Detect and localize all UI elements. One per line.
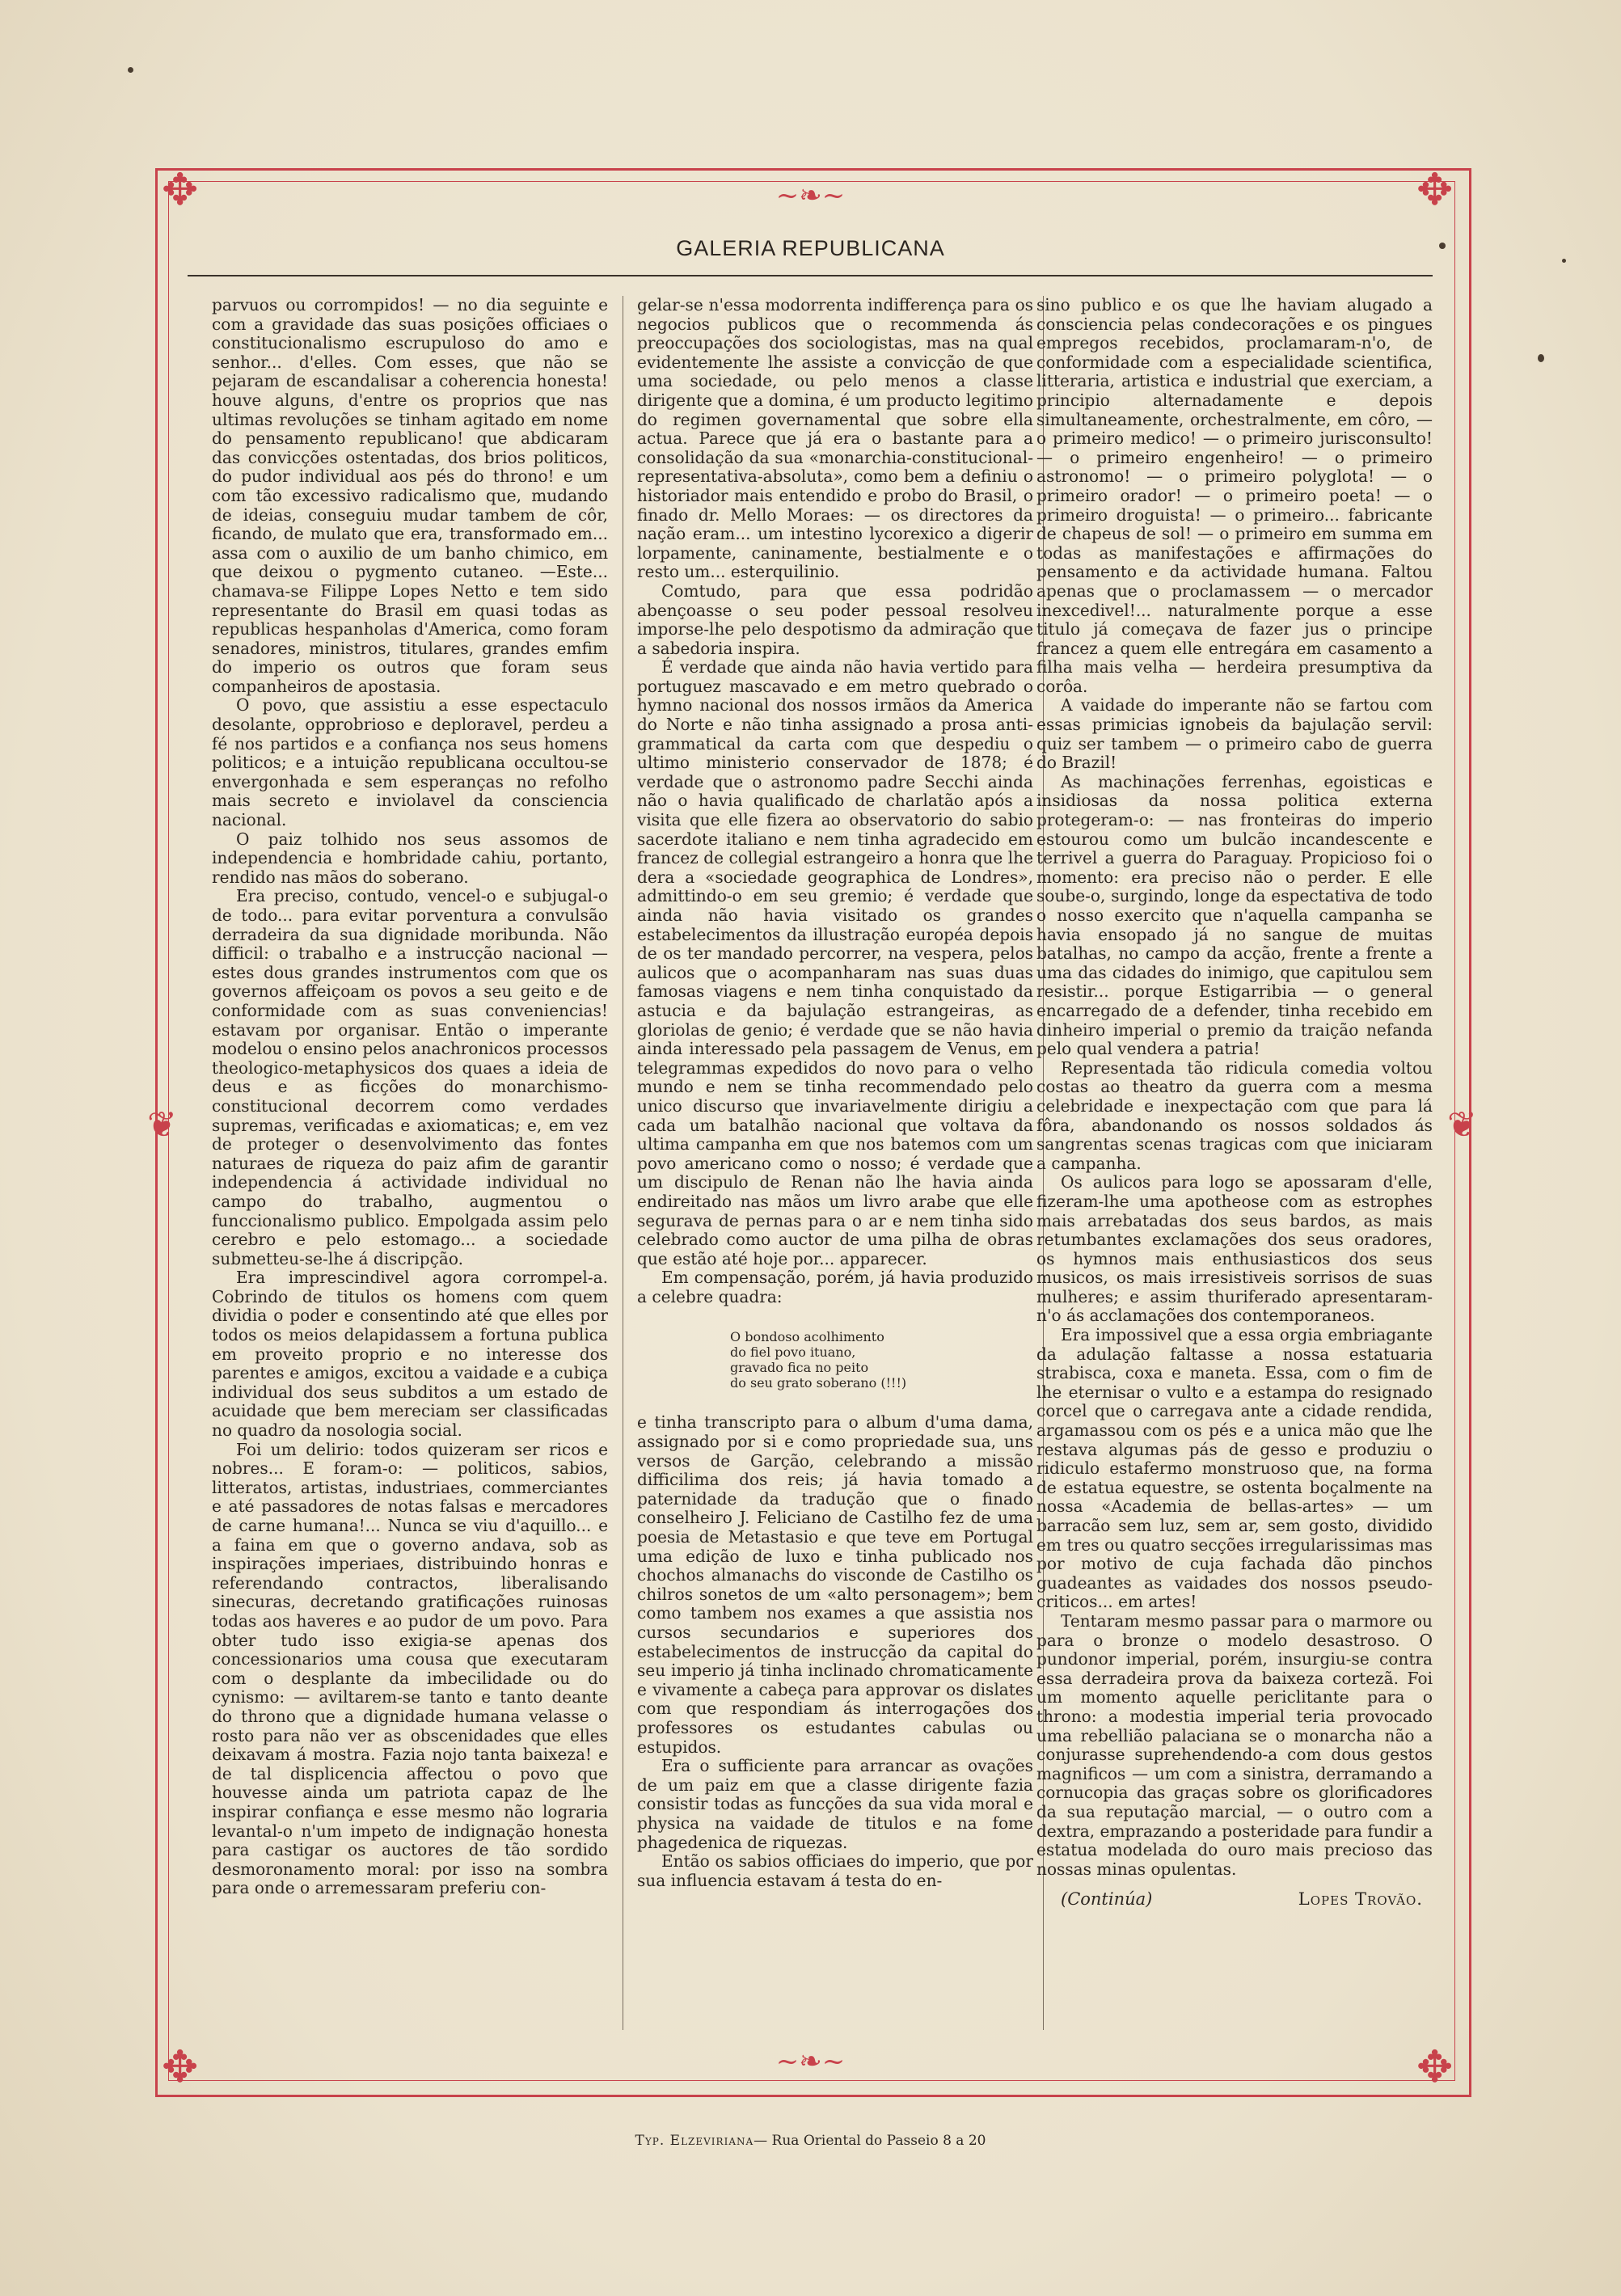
paragraph: parvuos ou corrompidos! — no dia seguinte e com a gravidade das suas posições officiaes o constitucionalismo escrupuloso do amo e senhor... d'elles. Com esses, que não se pejaram de escandalisar a coherencia honesta! houve alguns, d'entre os proprios que nas ultimas revoluções se tinham agitado em nome do pensamento republicano! que abdicaram das convicções ostentadas, dos brios politicos, do pudor individual aos pés do throno! e um com tão excessivo radicalismo que, mudando de ideias, conseguiu mudar tambem de côr, ficando, de mulato que era, transformado em... assa com o auxilio de um banho chimico, em que deixou o pygmento cutaneo. —Este... chamava-se Filippe Lopes Netto e tem sido representante do Brasil em quasi todas as republicas hespanholas d'America, como foram senadores, ministros, titulares, grandes emfim do imperio os outros que foram seus companheiros de apostasia. bbox=[212, 295, 608, 696]
paragraph: Era impossivel que a essa orgia embriagante da adulação faltasse a nossa estatuaria strabisca, coxa e maneta. Essa, com o fim de lhe eternisar o vulto e a estampa do resignado corcel que o carregava ante a cidade rendida, argamassou com os pés e a unica mão que lhe restava algumas pás de gesso e produziu o ridiculo estafermo monstruoso que, na forma de estatua equestre, se ostenta boçalmente na nossa «Academia de bellas-artes» — um barracão sem luz, sem ar, sem gosto, dividido em tres ou quatro secções irregularissimas mas por motivo de cuja fachada dão pinchos guadeantes as vaidades dos nossos pseudo-criticos... em artes! bbox=[1036, 1325, 1433, 1612]
corner-ornament-icon: ✥ bbox=[1416, 164, 1454, 215]
paragraph: Comtudo, para que essa podridão abençoasse o seu poder pessoal resolveu imporse-lhe pelo despotismo da admiração que a sabedoria inspira. bbox=[637, 580, 1033, 658]
column-3 bbox=[1036, 296, 1433, 1910]
paragraph: O paiz tolhido nos seus assomos de independencia e hombridade cahiu, portanto, rendido nas mãos do soberano. bbox=[212, 829, 608, 887]
corner-ornament-icon: ✥ bbox=[162, 2041, 199, 2092]
corner-ornament-icon: ✥ bbox=[162, 164, 199, 215]
paragraph: As machinações ferrenhas, egoisticas e insidiosas da nossa politica externa protegeram-o: — nas fronteiras do imperio estourou como um bulcão incandescente e terrivel a guerra do Paraguay. Propicioso foi o momento: era preciso não o perder. E elle soube-o, surgindo, longe da espectativa de todo o nosso exercito que n'aquella campanha se havia ensopado já no sangue de muitas batalhas, no campo da acção, frente a frente a uma das cidades do inimigo, que capitulou sem resistir... porque Estigarribia — o general encarregado de a defender, tinha recebido em dinheiro imperial o premio da traição nefanda pelo qual vendera a patria! bbox=[1036, 771, 1433, 1059]
signature-line bbox=[1036, 1890, 1433, 1910]
side-ornament-icon: ❦ bbox=[1447, 1104, 1477, 1146]
poem-line: gravado fica no peito bbox=[730, 1360, 869, 1376]
printer-imprint bbox=[566, 2133, 1055, 2149]
paragraph: Então os sabios officiaes do imperio, que por sua influencia estavam á testa do en- bbox=[637, 1851, 1033, 1890]
paragraph: Era o sufficiente para arrancar as ovações de um paiz em que a classe dirigente fazia consistir todas as funcções da sua vida moral e physica na vaidade de titulos e na fome phagedenica de riquezas. bbox=[637, 1756, 1033, 1852]
printer-name: Typ. Elzeviriana bbox=[635, 2133, 754, 2149]
poem-quatrain bbox=[730, 1329, 1033, 1391]
paragraph: É verdade que ainda não havia vertido para portuguez mascavado e em metro quebrado o hymno nacional dos nossos irmãos da America do Norte e não tinha assignado a prosa anti-grammatical da carta com que despediu o ultimo ministerio conservador de 1878; é verdade que o astronomo padre Secchi ainda não o havia qualificado de charlatão após a visita que elle fizera ao observatorio do sabio sacerdote italiano e nem tinha agradecido em francez de collegial estrangeiro a honra que lhe dera a «sociedade geographica de Londres», admittindo-o em seu gremio; é verdade que ainda não havia visitado os grandes estabelecimentos da illustração européa depois de os ter mandado percorrer, na vespera, pelos aulicos que o acompanharam nas suas duas famosas viagens e nem tinha conquistado da astucia e da bajulação estrangeiras, as gloriolas de genio; é verdade que se não havia ainda interessado pela passagem de Venus, em telegrammas expedidos do novo para o velho mundo e nem se tinha recommendado pelo unico discurso que invariavelmente dirigiu a cada um batalhão nacional que voltava da ultima campanha em que nos batemos com um povo americano como o nosso; é verdade que um discipulo de Renan não lhe havia ainda endireitado nas mãos um livro arabe que elle segurava de pernas para o ar e nem tinha sido celebrado como auctor de uma pilha de obras que estão até hoje por... apparecer. bbox=[637, 657, 1033, 1268]
poem-line: do seu grato soberano (!!!) bbox=[730, 1375, 907, 1391]
paragraph: Os aulicos para logo se apossaram d'elle, fizeram-lhe uma apotheose com as estrophes mais arrebatadas dos seus bardos, as mais retumbantes exclamações dos seus oradores, os hymnos mais enthusiasticos dos seus musicos, os mais irresistiveis sorrisos de suas mulheres; e assim thuriferado apresentaram-n'o ás acclamações dos contemporaneos. bbox=[1036, 1172, 1433, 1326]
paragraph: gelar-se n'essa modorrenta indifferença para os negocios publicos que o recommenda ás preoccupações dos sociologistas, mas na qual evidentemente lhe assiste a convicção de que uma sociedade, ou pelo menos a classe dirigente que a domina, é um producto legitimo do regimen governamental que sobre ella actua. Parece que já era o bastante para a consolidação da sua «monarchia-constitucional-representativa-absoluta», como bem a definiu o historiador mais entendido e probo do Brasil, o finado dr. Mello Moraes: — os directores da nação eram... um intestino lycorexico a digerir lorpamente, caninamente, bestialmente e o resto um... esterquilinio. bbox=[637, 295, 1033, 582]
continues-note: (Continúa) bbox=[1061, 1889, 1153, 1910]
paragraph: Foi um delirio: todos quizeram ser ricos e nobres... E foram-o: — politicos, sabios, litteratos, artistas, industriaes, commerciantes e até passadores de notas falsas e mercadores de carne humana!... Nunca se viu d'aquillo... e a faina em que o governo andava, sob as inspirações imperiaes, distribuindo honras e referendando contractos, liberalisando sinecuras, decretando gratificações ruinosas todas aos haveres e ao pudor de um povo. Para obter tudo isso exigia-se apenas dos concessionarios uma cousa que executaram com o desplante da imbecilidade ou do cynismo: — aviltarem-se tanto e tanto deante do throno que a dignidade humana velasse o rosto para não ver as obscenidades que elles deixavam á mostra. Fazia nojo tanta baixeza! e de tal displicencia affectou o povo que houvesse ainda um patriota capaz de lhe inspirar confiança e esse mesmo não lograria levantal-o n'um impeto de indignação honesta para castigar os auctores de tão sordido desmoronamento moral: por isso na sombra para onde o arremessaram preferiu con- bbox=[212, 1439, 608, 1898]
ink-spot bbox=[1538, 354, 1544, 362]
paragraph: Era preciso, contudo, vencel-o e subjugal-o de todo... para evitar porventura a convulsão derradeira da sua dignidade moribunda. Não difficil: o trabalho e a instrucção nacional — estes dous grandes instrumentos com que os governos affeiçoam os povos a seu geito e de conformidade com as suas conveniencias! estavam por organisar. Então o imperante modelou o ensino pelos anachronicos processos theologico-metaphysicos dos quaes a ideia de deus e as ficções do monarchismo-constitucional decorrem como verdades supremas, verificadas e axiomaticas; e, em vez de proteger o desenvolvimento das fontes naturaes de riqueza do paiz afim de garantir independencia á actividade individual no campo do trabalho, augmentou o funccionalismo publico. Empolgada assim pelo cerebro e pelo estomago... a sociedade submetteu-se-lhe á discripção. bbox=[212, 886, 608, 1268]
side-ornament-icon: ❦ bbox=[147, 1104, 177, 1146]
ink-spot bbox=[1562, 259, 1566, 263]
paragraph: Tentaram mesmo passar para o marmore ou para o bronze o modelo desastroso. O pundonor imperial, porém, insurgiu-se contra essa derradeira prova da baixeza cortezã. Foi um momento aquelle periclitante para o throno: a modestia imperial teria provocado uma rebellião palaciana se o monarcha não a conjurasse suprehendendo-a com dous gestos magnificos — um com a sinistra, derramando a cornucopia das graças sobre os glorificadores da sua reputação marcial, — o outro com a dextra, emprazando a posteridade para fundir a estatua modelada do ouro mais precioso das nossas minas opulentas. bbox=[1036, 1610, 1433, 1879]
paragraph: Em compensação, porém, já havia produzido a celebre quadra: bbox=[637, 1268, 1033, 1306]
paragraph: sino publico e os que lhe haviam alugado a consciencia pelas condecorações e os pingues empregos recebidos, proclamaram-n'o, de conformidade com a especialidade scientifica, litteraria, artistica e industrial que exerciam, a principio alternadamente e depois simultaneamente, orchestralmente, em côro, — o primeiro medico! — o primeiro jurisconsulto! — o primeiro engenheiro! — o primeiro astronomo! — o primeiro polyglota! — o primeiro orador! — o primeiro poeta! — o primeiro droguista! — o primeiro... fabricante de chapeus de sol! — o primeiro em summa em todas as manifestações e affirmações do pensamento e da actividade humana. Faltou apenas que o proclamassem — o mercador inexcedivel!... naturalmente porque a esse titulo já começava de fazer jus o principe francez a quem elle entregára em casamento a filha mais velha — herdeira presumptiva da corôa. bbox=[1036, 295, 1433, 696]
paragraph: e tinha transcripto para o album d'uma dama, assignado por si e como propriedade sua, uns versos de Garção, celebrando a missão difficilima dos reis; já havia tomado a paternidade da tradução que o finado conselheiro J. Feliciano de Castilho fez de uma poesia de Metastasio e que teve em Portugal uma edição de luxo e tinha publicado nos chochos almanachs do visconde de Castilho os chilros sonetos de um «alto personagem»; bem como tambem nos exames a que assistia nos cursos secundarios e superiores dos estabelecimentos de instrucção da capital do seu imperio já tinha inclinado chromaticamente e vivamente a cabeça para approvar os dislates com que respondiam ás interrogações dos professores os estudantes cabulas ou estupidos. bbox=[637, 1412, 1033, 1757]
corner-ornament-icon: ✥ bbox=[1416, 2041, 1454, 2092]
printer-address: — Rua Oriental do Passeio 8 a 20 bbox=[754, 2133, 986, 2149]
author-name: Lopes Trovão. bbox=[1298, 1889, 1423, 1910]
poem-line: O bondoso acolhimento bbox=[730, 1329, 884, 1345]
header-divider bbox=[188, 275, 1433, 276]
poem-line: do fiel povo ituano, bbox=[730, 1344, 856, 1361]
header-ornament-icon: ~❧~ bbox=[775, 179, 846, 212]
paragraph: Representada tão ridicula comedia voltou costas ao theatro da guerra com a mesma celebridade e inexpectação com que para lá fôra, abandonando os nossos soldados ás sangrentas scenas tragicas com que iniciaram a campanha. bbox=[1036, 1057, 1433, 1173]
column-2 bbox=[637, 296, 1033, 1890]
page-title: GALERIA REPUBLICANA bbox=[676, 236, 945, 260]
paragraph: Era imprescindivel agora corrompel-a. Cobrindo de titulos os homens com quem dividia o poder e consentindo até que elles por todos os meios delapidassem a fortuna publica em proveito proprio e no interesse dos parentes e amigos, excitou a vaidade e a cubiça individual dos seus subditos a um estado de acuidade que bem mereciam ser classificadas no quadro da nosologia social. bbox=[212, 1268, 608, 1441]
ink-spot bbox=[128, 67, 133, 73]
paragraph: O povo, que assistiu a esse espectaculo desolante, opprobrioso e deploravel, perdeu a fé nos partidos e a confiança nos seus homens politicos; e a intuição republicana occultou-se envergonhada e sem esperanças no refolho mais secreto e inviolavel da consciencia nacional. bbox=[212, 695, 608, 830]
paragraph: A vaidade do imperante não se fartou com essas primicias ignobeis da bajulação servil: quiz ser tambem — o primeiro cabo de guerra do Brazil! bbox=[1036, 695, 1433, 773]
footer-ornament-icon: ~❧~ bbox=[775, 2045, 846, 2078]
column-1 bbox=[212, 296, 608, 1898]
